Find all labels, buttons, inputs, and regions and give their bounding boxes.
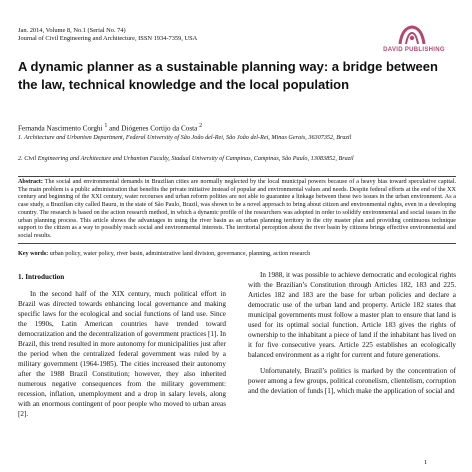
author-2-superscript: 2 (199, 123, 203, 129)
author-connector: and (107, 124, 122, 133)
article-title: A dynamic planner as a sustainable planning way: a bridge between the law, technical knowledge and the local population (18, 59, 438, 92)
affiliation-2: 2. Civil Engineering and Architecture and Urbanism Faculty, Stadual University of Campinas, Campinas, São Paulo, 13083852, Brazil (18, 155, 354, 162)
keywords (18, 251, 456, 257)
body-paragraph: In the second half of the XIX century, much political effort in Brazil was directed towards enhancing local governance and making specific laws for the ecological and social functions of land use. Since the 1990s, Latin American countries have trended toward democratization and the decentralization of government practices [1]. In Brazil, this trend resulted in more autonomy for municipalities just after the period when the centralized federal government was ruled by a military government (1964-1985). The cities increased their autonomy after the 1988 Brazil Constitution; however, they also inherited numerous negative consequences from the military government: recession, inflation, unemployment and a drop in salary levels, along with an enormous contingent of poor people who moved to urban areas [2]. (18, 290, 226, 418)
abstract-text: The social and environmental demands in Brazilian cities are normally neglected by the local municipal powers because of a heavy bias toward speculative capital. The main problem is a public administration that benefits the private initiative instead of popular and environmental values and needs. Despite federal efforts at the end of the XX century and beginning of the XXI century, water recourses and urban reform polities are not able to guarantee a linkage between these two issues in the urban environment. As a case study, a Brazilian city called Bauru, in the state of São Paulo, Brazil, was shown to be a novel approach to bring about citizen and environmental rights, even in a developing country. The research is based on the action research method, in which a dynamic profile of the researchers was adopted in order to solidify environmental and social issues in the urban planning process. This article shows the advantages in using the river basin as an urban planning territory in the city master plan and providing continuous technique support to the citizen as a way to possibly reach social and environmental interests. The territorial perception about the river basin by citizens brings effective environmental and social results. (18, 179, 456, 239)
section-title-introduction: 1. Introduction (18, 273, 65, 281)
publisher-logo (372, 24, 456, 58)
abstract-top-rule (18, 176, 456, 177)
abstract-bottom-rule (18, 243, 456, 244)
body-column-right (248, 270, 456, 402)
affiliation-1: 1. Architecture and Urbanism Department, Federal University of São João del-Rei, São João del-Rei, Minas Gerais, 36307352, Brazil (18, 134, 352, 141)
body-column-left (18, 272, 226, 425)
abstract-label: Abstract: (18, 179, 43, 185)
journal-header (18, 27, 197, 43)
page-number: 1 (424, 459, 428, 466)
keywords-label: Key words: (18, 251, 49, 257)
body-paragraph: In 1988, it was possible to achieve democratic and ecological rights with the Brazilian’s Constitution through Articles 182, 183 and 225. Articles 182 and 183 are the base for urban policies and declare a democratic use of the urban land and property. Article 182 states that municipal governments must follow a master plan to ensure that land is used for its optimal social function. Article 183 gives the rights of ownership to the inhabitant a piece of land if the inhabitant has lived on it for five consecutive years. Article 225 establishes an ecologically balanced environment as a right for current and future generations. (248, 271, 456, 359)
abstract (18, 179, 456, 241)
author-line (18, 123, 202, 132)
body-paragraph: Unfortunately, Brazil’s politics is marked by the concentration of power among a few groups, political coronelism, clientelism, corruption and the deviation of funds [1], which make the application of social and (248, 367, 456, 395)
journal-name-line: Journal of Civil Engineering and Architecture, ISSN 1934-7359, USA (18, 35, 198, 43)
author-2: Diógenes Cortijo da Costa (121, 124, 198, 133)
author-1: Fernanda Nascimento Corghi (18, 124, 103, 133)
journal-issue-line: Jan. 2014, Volume 8, No.1 (Serial No. 74) (18, 27, 126, 34)
david-publishing-logo-icon (396, 24, 428, 46)
author-1-superscript: 1 (104, 123, 108, 129)
keywords-text: urban policy, water policy, river basin, administrative land division, governance, planning, action research (49, 251, 311, 257)
publisher-logo-text: DAVID PUBLISHING (383, 47, 445, 53)
